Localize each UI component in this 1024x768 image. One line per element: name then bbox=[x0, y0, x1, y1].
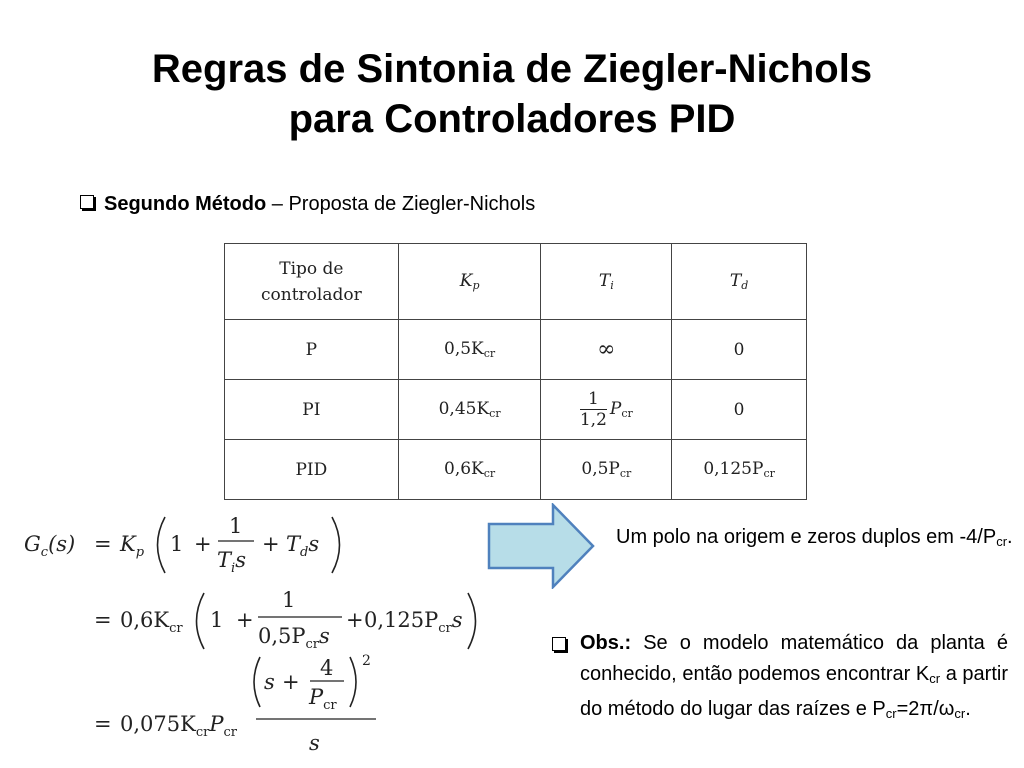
table-header-row bbox=[225, 244, 807, 320]
eq3-s: s bbox=[264, 670, 275, 694]
table-row bbox=[225, 440, 807, 500]
eq2-plus: + bbox=[236, 608, 254, 632]
row-pid-td: $0,125P_{cr}$ bbox=[672, 440, 807, 500]
ziegler-nichols-table bbox=[224, 243, 807, 500]
eq2-frac-den: $0,5P_{cr}s$ bbox=[258, 624, 330, 652]
observation-text: Obs.: Se o modelo matemático da planta é conhecido, então podemos encontrar $K_{cr}$ a partir do método do lugar das raízes e $P_{cr}=2\pi/\omega_{cr}$. bbox=[580, 632, 1009, 721]
eq1-td: $T_ds$ bbox=[286, 532, 320, 560]
header-controller-type: Tipo de controlador bbox=[225, 244, 399, 320]
right-arrow-icon bbox=[487, 503, 597, 589]
table-row bbox=[225, 380, 807, 440]
row-p-td: 0 bbox=[672, 320, 807, 380]
row-pid-ti: $0,5P_{cr}$ bbox=[541, 440, 672, 500]
method-description: – Proposta de Ziegler-Nichols bbox=[266, 193, 536, 215]
pid-equations bbox=[24, 505, 494, 767]
row-pid-kp: $0,6K_{cr}$ bbox=[398, 440, 541, 500]
row-pi-type: PI bbox=[225, 380, 399, 440]
eq1-frac-num: 1 bbox=[229, 514, 243, 538]
eq1-frac-den: $T_is$ bbox=[217, 548, 246, 576]
eq1-plus2: + bbox=[262, 532, 280, 556]
eq3-coef: $0,075K_{cr}P_{cr}$ bbox=[120, 712, 237, 740]
row-p-type: P bbox=[225, 320, 399, 380]
eq2-plus2: + bbox=[346, 608, 364, 632]
row-pi-kp: $0,45K_{cr}$ bbox=[398, 380, 541, 440]
header-td: $T_d$ bbox=[672, 244, 807, 320]
eq2-frac-num: 1 bbox=[282, 588, 296, 612]
method-name: Segundo Método bbox=[104, 193, 267, 215]
checkbox-bullet-icon bbox=[80, 195, 94, 209]
row-pi-td: 0 bbox=[672, 380, 807, 440]
eq3-plus: + bbox=[282, 670, 300, 694]
eq2-coef2: $0,125P_{cr}s$ bbox=[364, 608, 463, 636]
row-p-ti: ∞ bbox=[541, 320, 672, 380]
title-line-2: para Controladores PID bbox=[288, 97, 736, 141]
slide-title bbox=[0, 44, 1024, 144]
table-row bbox=[225, 320, 807, 380]
header-kp: $K_p$ bbox=[398, 244, 541, 320]
eq1-equals: = bbox=[94, 532, 112, 556]
row-p-kp: $0,5K_{cr}$ bbox=[398, 320, 541, 380]
eq3-equals: = bbox=[94, 712, 112, 736]
checkbox-bullet-icon bbox=[552, 637, 566, 651]
eq2-coef: $0,6K_{cr}$ bbox=[120, 608, 183, 636]
eq2-equals: = bbox=[94, 608, 112, 632]
eq3-pcr: $P_{cr}$ bbox=[309, 685, 337, 713]
eq3-exponent: 2 bbox=[362, 653, 371, 669]
eq2-one: 1 bbox=[210, 608, 224, 632]
observation-bullet bbox=[552, 628, 1008, 729]
title-line-1: Regras de Sintonia de Ziegler-Nichols bbox=[151, 47, 873, 91]
eq1-kp: $K_p$ bbox=[120, 532, 145, 560]
eq1-one: 1 bbox=[170, 532, 184, 556]
eq3-den: s bbox=[309, 731, 320, 755]
row-pid-type: PID bbox=[225, 440, 399, 500]
row-pi-ti: $\frac{1}{1,2}$ $P_{cr}$ bbox=[541, 380, 672, 440]
method-bullet bbox=[80, 191, 535, 217]
eq1-plus: + bbox=[194, 532, 212, 556]
header-ti: $T_i$ bbox=[541, 244, 672, 320]
eq1-lhs: $G_c(s)$ bbox=[24, 532, 76, 560]
pole-zero-note: Um polo na origem e zeros duplos em $-4/P_{cr}$. bbox=[616, 526, 1013, 549]
ti-fraction: $\frac{1}{1,2}$ bbox=[579, 389, 607, 430]
eq3-four: 4 bbox=[320, 656, 334, 680]
